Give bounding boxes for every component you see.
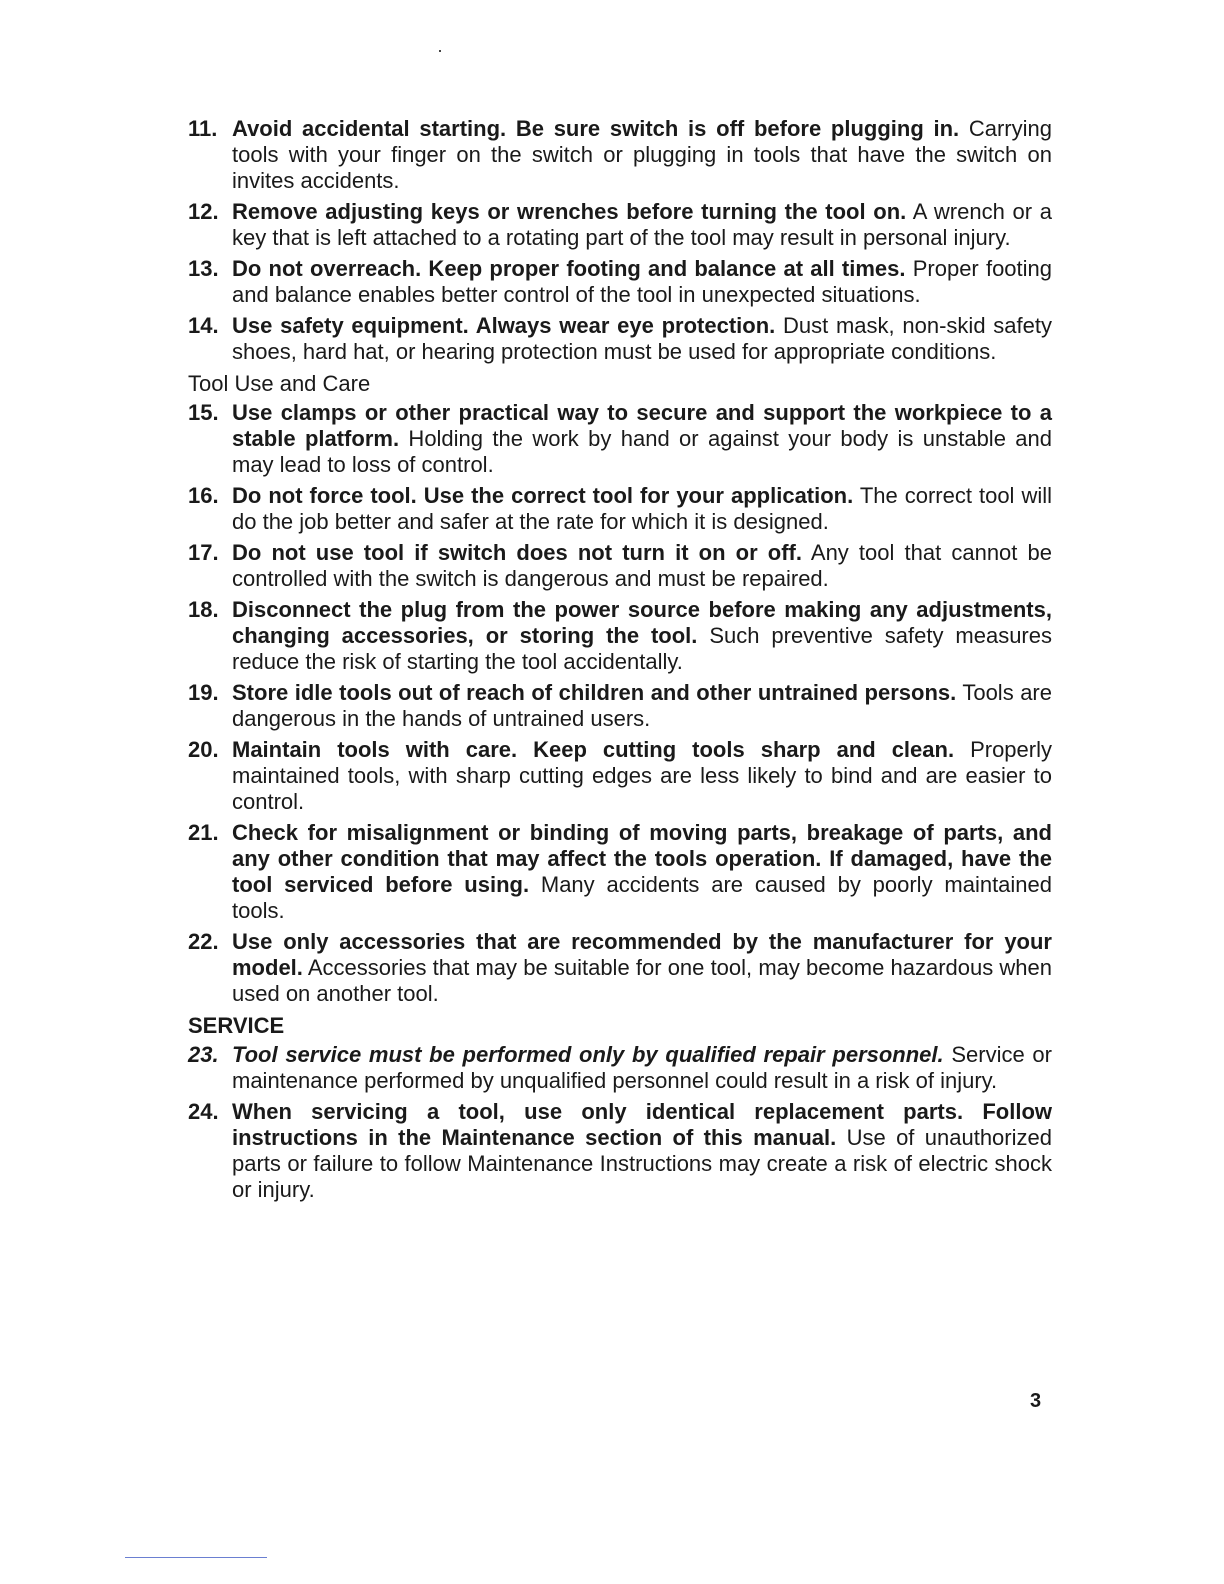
item-text: Use of unauthorized parts or failure to follow Maintenance Instructions may create a risk of electric shock or injury.	[232, 1125, 1052, 1202]
item-body	[232, 116, 1052, 194]
manual-page-content	[188, 116, 1052, 1208]
item-number: 16.	[188, 483, 219, 508]
item-text: The correct tool will do the job better and safer at the rate for which it is designed.	[232, 483, 1052, 534]
list-item-11	[188, 116, 1052, 194]
item-number: 20.	[188, 737, 219, 762]
item-text: Service or maintenance performed by unqualified personnel could result in a risk of injury.	[232, 1042, 1052, 1093]
item-text: Holding the work by hand or against your body is unstable and may lead to loss of control.	[232, 426, 1052, 477]
item-number: 21.	[188, 820, 219, 845]
item-lead: Do not use tool if switch does not turn it on or off.	[232, 540, 802, 565]
item-text: Proper footing and balance enables better control of the tool in unexpected situations.	[232, 256, 1053, 307]
item-text: A wrench or a key that is left attached to a rotating part of the tool may result in personal injury.	[232, 199, 1052, 250]
list-item-13	[188, 256, 1052, 308]
item-body	[232, 199, 1052, 251]
item-number: 14.	[188, 313, 219, 338]
item-text: Any tool that cannot be controlled with the switch is dangerous and must be repaired.	[232, 540, 1052, 591]
item-body	[232, 929, 1052, 1007]
list-item-20	[188, 737, 1052, 815]
item-text: Carrying tools with your finger on the switch or plugging in tools that have the switch on invites accidents.	[232, 116, 1052, 193]
item-text: Tools are dangerous in the hands of untrained users.	[232, 680, 1052, 731]
item-lead: Do not overreach. Keep proper footing and balance at all times.	[232, 256, 906, 281]
list-item-19	[188, 680, 1052, 732]
item-number: 24.	[188, 1099, 219, 1124]
item-number: 13.	[188, 256, 219, 281]
list-item-14	[188, 313, 1052, 365]
item-lead: Use safety equipment. Always wear eye protection.	[232, 313, 776, 338]
item-body	[232, 540, 1052, 592]
item-body	[232, 400, 1052, 478]
item-lead: Do not force tool. Use the correct tool for your application.	[232, 483, 854, 508]
item-text: Many accidents are caused by poorly maintained tools.	[232, 872, 1053, 923]
item-lead: When servicing a tool, use only identical replacement parts. Follow instructions in the Maintenance section of this manual.	[232, 1099, 1052, 1150]
list-item-16	[188, 483, 1052, 535]
page-number: 3	[1030, 1390, 1042, 1412]
item-lead: Tool service must be performed only by qualified repair personnel.	[232, 1042, 944, 1067]
item-body	[232, 820, 1052, 924]
item-body	[232, 737, 1052, 815]
item-lead: Store idle tools out of reach of children and other untrained persons.	[232, 680, 957, 705]
footer-rule	[125, 1557, 267, 1558]
item-number: 22.	[188, 929, 219, 954]
item-number: 17.	[188, 540, 219, 565]
item-body	[232, 313, 1052, 365]
section-heading-tool-use-and-care: Tool Use and Care	[188, 371, 371, 396]
scan-speck	[439, 50, 441, 52]
list-item-18	[188, 597, 1052, 675]
item-body	[232, 597, 1052, 675]
item-body	[232, 1042, 1052, 1094]
item-text: Such preventive safety measures reduce the risk of starting the tool accidentally.	[232, 623, 1052, 674]
list-item-12	[188, 199, 1052, 251]
item-lead: Use only accessories that are recommended by the manufacturer for your model.	[232, 929, 1052, 980]
item-number: 19.	[188, 680, 219, 705]
item-text: Dust mask, non-skid safety shoes, hard hat, or hearing protection must be used for appropriate conditions.	[232, 313, 1052, 364]
item-number: 15.	[188, 400, 219, 425]
item-number: 11.	[188, 116, 218, 141]
list-item-24	[188, 1099, 1052, 1203]
item-body	[232, 1099, 1052, 1203]
item-lead: Maintain tools with care. Keep cutting tools sharp and clean.	[232, 737, 955, 762]
item-lead: Check for misalignment or binding of moving parts, breakage of parts, and any other condition that may affect the tools operation. If damaged, have the tool serviced before using.	[232, 820, 1052, 897]
item-lead: Avoid accidental starting. Be sure switch is off before plugging in.	[232, 116, 960, 141]
list-item-17	[188, 540, 1052, 592]
item-number: 23.	[188, 1042, 219, 1067]
list-item-21	[188, 820, 1052, 924]
item-lead: Use clamps or other practical way to secure and support the workpiece to a stable platform.	[232, 400, 1052, 451]
item-text: Properly maintained tools, with sharp cutting edges are less likely to bind and are easier to control.	[232, 737, 1052, 814]
section-heading-service: SERVICE	[188, 1013, 285, 1038]
list-item-15	[188, 400, 1052, 478]
list-item-22	[188, 929, 1052, 1007]
item-lead: Disconnect the plug from the power source before making any adjustments, changing accessories, or storing the tool.	[232, 597, 1052, 648]
item-body	[232, 680, 1052, 732]
item-body	[232, 256, 1052, 308]
item-lead: Remove adjusting keys or wrenches before turning the tool on.	[232, 199, 907, 224]
item-number: 18.	[188, 597, 219, 622]
item-number: 12.	[188, 199, 219, 224]
list-item-23	[188, 1042, 1052, 1094]
item-body	[232, 483, 1052, 535]
item-text: Accessories that may be suitable for one tool, may become hazardous when used on another tool.	[232, 955, 1052, 1006]
